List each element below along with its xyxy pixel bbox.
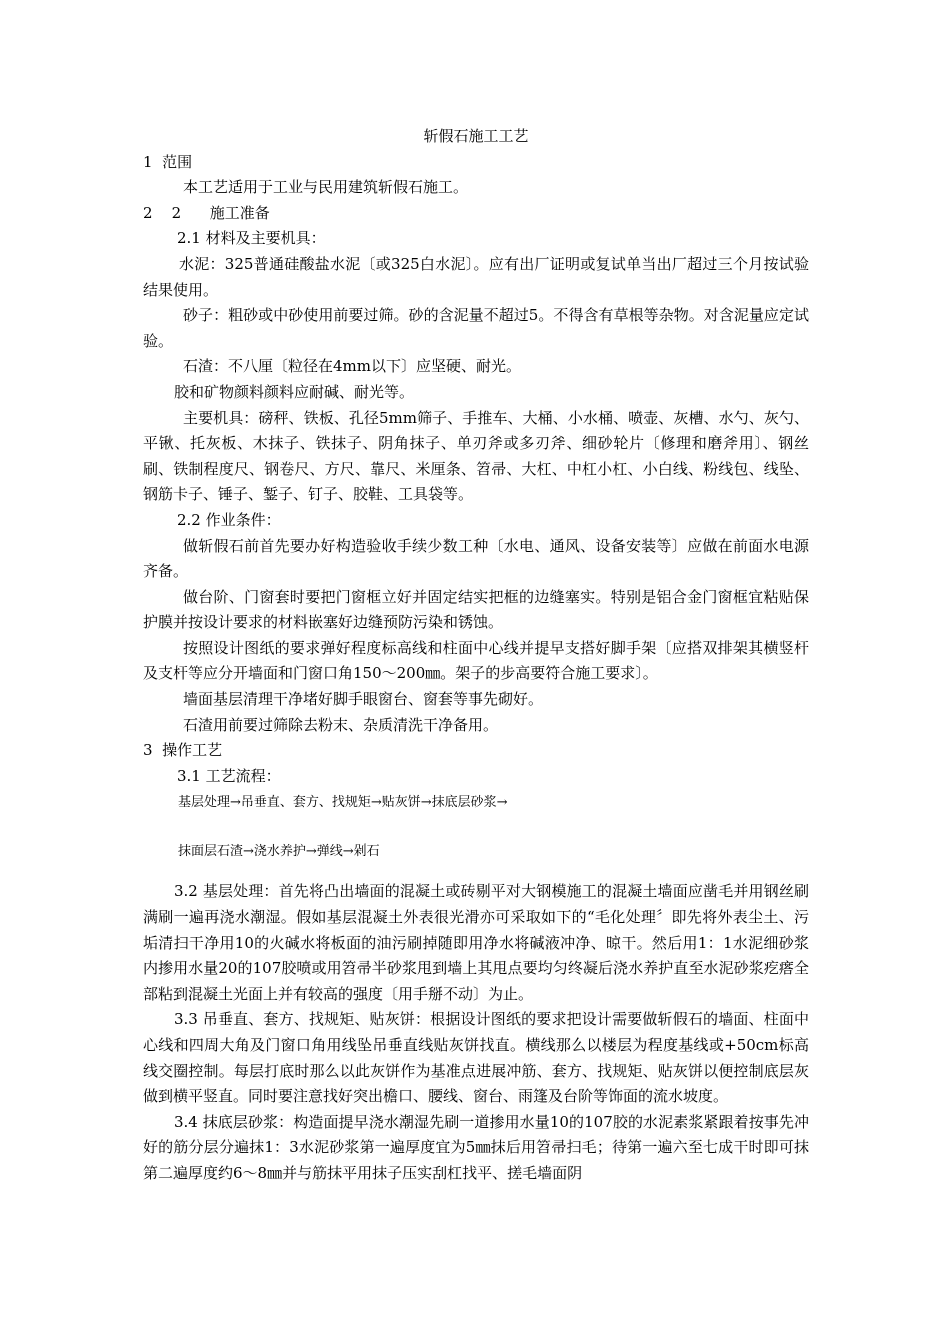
sand-paragraph: 砂子：粗砂或中砂使用前要过筛。砂的含泥量不超过5。不得含有草根等杂物。对含泥量应定试验。 (143, 306, 809, 350)
section-1-text: 本工艺适用于工业与民用建筑斩假石施工。 (183, 178, 469, 197)
section-2-heading: 2 2 施工准备 (143, 203, 270, 222)
process-flow-line-1: 基层处理→吊垂直、套方、找规矩→贴灰饼→抹底层砂浆→ (178, 795, 508, 811)
conditions-paragraph-5: 石渣用前要过筛除去粉末、杂质清洗干净备用。 (183, 715, 499, 734)
conditions-paragraph-3: 按照设计图纸的要求弹好程度标高线和柱面中心线并提早支搭好脚手架〔应搭双排架其横竖杆及支杆等应分开墙面和门窗口角150～200㎜。架子的步高要符合施工要求〕。 (143, 638, 809, 683)
section-3-1-heading: 3.1 工艺流程： (177, 766, 281, 785)
cement-paragraph: 水泥：325普通硅酸盐水泥〔或325白水泥〕。应有出厂证明或复试单当出厂超过三个月按试验结果使用。 (143, 254, 809, 299)
conditions-paragraph-2: 做台阶、门窗套时要把门窗框立好并固定结实把框的边缝塞实。特别是铝合金门窗框宜粘贴保护膜并按设计要求的材料嵌塞好边缝预防污染和锈蚀。 (143, 587, 809, 632)
section-3-heading: 3 操作工艺 (143, 741, 223, 760)
conditions-paragraph-1: 做斩假石前首先要办好构造验收手续少数工种〔水电、通风、设备安装等〕应做在前面水电源齐备。 (143, 536, 809, 581)
pigment-paragraph: 胶和矿物颜料颜料应耐碱、耐光等。 (174, 382, 415, 401)
section-3-2-paragraph: 3.2 基层处理：首先将凸出墙面的混凝土或砖剔平对大钢模施工的混凝土墙面应凿毛并用钢丝刷满刷一遍再浇水潮湿。假如基层混凝土外表很光滑亦可采取如下的“毛化处理〞即先将外表尘土、污垢清扫干净用10的火碱水将板面的油污刷掉随即用净水将碱液冲净、晾干。然后用1：1水泥细砂浆内掺用水量20的107胶喷或用笤帚半砂浆甩到墙上其甩点要均匀终凝后浇水养护直至水泥砂浆疙瘩全部粘到混凝土光面上并有较高的强度〔用手掰不动〕为止。 (143, 882, 809, 1003)
document-body (143, 124, 809, 1187)
section-2-1-heading: 2.1 材料及主要机具： (177, 229, 326, 248)
tools-paragraph: 主要机具：磅秤、铁板、孔径5mm筛子、手推车、大桶、小水桶、喷壶、灰槽、水勺、灰勺、平锹、托灰板、木抹子、铁抹子、阴角抹子、单刃斧或多刃斧、细砂轮片〔修理和磨斧用〕、钢丝刷、铁制程度尺、钢卷尺、方尺、靠尺、米厘条、笤帚、大杠、中杠小杠、小白线、粉线包、线坠、钢筋卡子、锤子、錾子、钉子、胶鞋、工具袋等。 (143, 408, 809, 504)
conditions-paragraph-4: 墙面基层清理干净堵好脚手眼窗台、窗套等事先砌好。 (183, 690, 544, 709)
process-flow-line-2: 抹面层石渣→浇水养护→弹线→剁石 (178, 844, 380, 860)
section-2-2-heading: 2.2 作业条件： (177, 510, 281, 529)
section-3-4-paragraph: 3.4 抹底层砂浆：构造面提早浇水潮湿先刷一道掺用水量10的107胶的水泥素浆紧跟着按事先冲好的筋分层分遍抹1：3水泥砂浆第一遍厚度宜为5㎜抹后用笤帚扫毛；待第一遍六至七成干时即可抹第二遍厚度约6～8㎜并与筋抹平用抹子压实刮杠找平、搓毛墙面阴 (143, 1112, 809, 1182)
section-1-heading: 1 范围 (143, 152, 193, 171)
section-3-3-paragraph: 3.3 吊垂直、套方、找规矩、贴灰饼：根据设计图纸的要求把设计需要做斩假石的墙面、柱面中心线和四周大角及门窗口角用线坠吊垂直线贴灰饼找直。横线那么以楼层为程度基线或+50cm标高线交圈控制。每层打底时那么以此灰饼作为基准点进展冲筋、套方、找规矩、贴灰饼以便控制底层灰做到横平竖直。同时要注意找好突出檐口、腰线、窗台、雨篷及台阶等饰面的流水坡度。 (143, 1010, 809, 1106)
stone-paragraph: 石渣：不八厘〔粒径在4mm以下〕应坚硬、耐光。 (183, 357, 521, 376)
document-title: 斩假石施工工艺 (423, 127, 529, 145)
